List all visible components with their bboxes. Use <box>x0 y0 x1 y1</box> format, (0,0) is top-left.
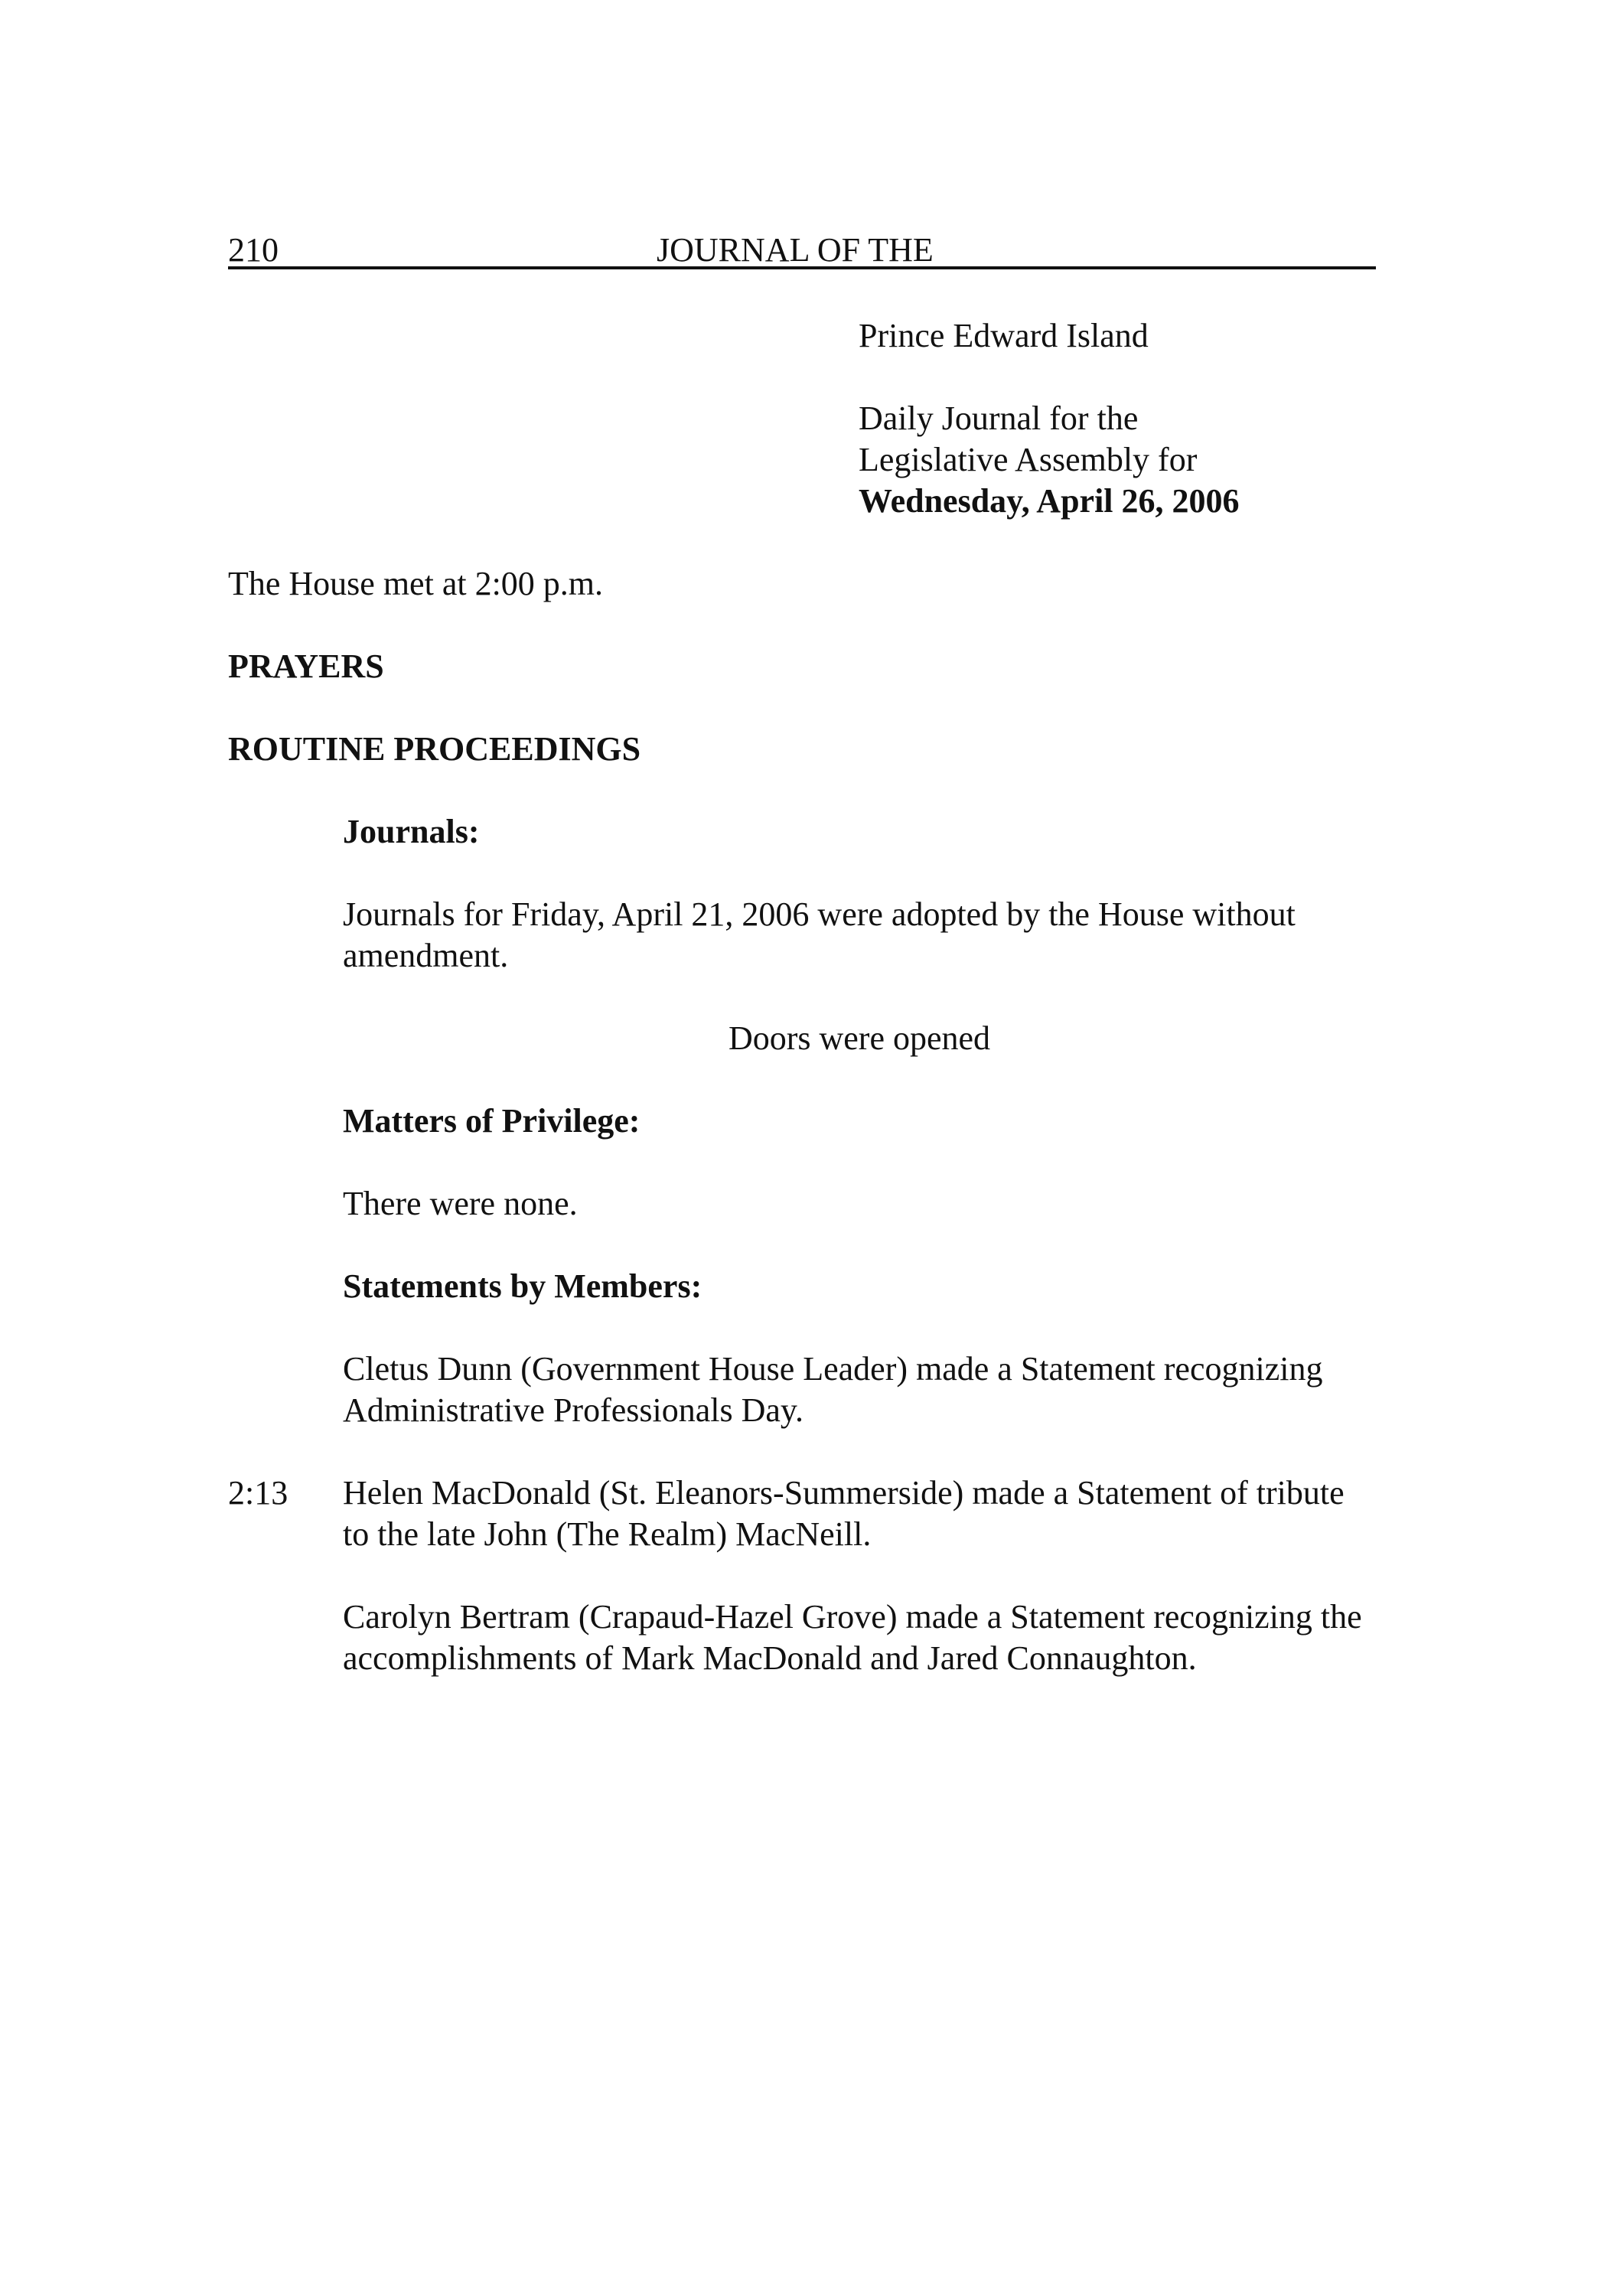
province-name: Prince Edward Island <box>859 317 1149 354</box>
statement-text-line-2: to the late John (The Realm) MacNeill. <box>343 1515 872 1553</box>
statement-text-line-2: accomplishments of Mark MacDonald and Jared Connaughton. <box>343 1639 1197 1677</box>
opening-line: The House met at 2:00 p.m. <box>228 565 604 602</box>
journals-text-line-1: Journals for Friday, April 21, 2006 were adopted by the House without <box>343 895 1296 933</box>
prayers-heading: PRAYERS <box>228 647 384 685</box>
page-number: 210 <box>228 231 279 269</box>
journals-heading: Journals: <box>343 813 480 850</box>
journal-line-1: Daily Journal for the <box>859 400 1139 437</box>
doors-opened-note: Doors were opened <box>728 1019 991 1057</box>
statements-heading: Statements by Members: <box>343 1267 702 1305</box>
routine-proceedings-heading: ROUTINE PROCEEDINGS <box>228 730 641 768</box>
journal-line-2: Legislative Assembly for <box>859 441 1198 478</box>
running-header <box>228 230 1376 269</box>
header-title: JOURNAL OF THE <box>657 231 934 269</box>
statement-text-line-1: Helen MacDonald (St. Eleanors-Summerside) made a Statement of tribute <box>343 1474 1345 1512</box>
statement-time: 2:13 <box>228 1474 288 1512</box>
statement-text-line-2: Administrative Professionals Day. <box>343 1391 804 1429</box>
statement-text-line-1: Carolyn Bertram (Crapaud-Hazel Grove) made a Statement recognizing the <box>343 1598 1362 1636</box>
journals-text-line-2: amendment. <box>343 937 509 974</box>
sitting-date: Wednesday, April 26, 2006 <box>859 482 1240 520</box>
statement-text-line-1: Cletus Dunn (Government House Leader) made a Statement recognizing <box>343 1350 1323 1388</box>
privilege-heading: Matters of Privilege: <box>343 1102 641 1140</box>
privilege-text: There were none. <box>343 1185 578 1222</box>
